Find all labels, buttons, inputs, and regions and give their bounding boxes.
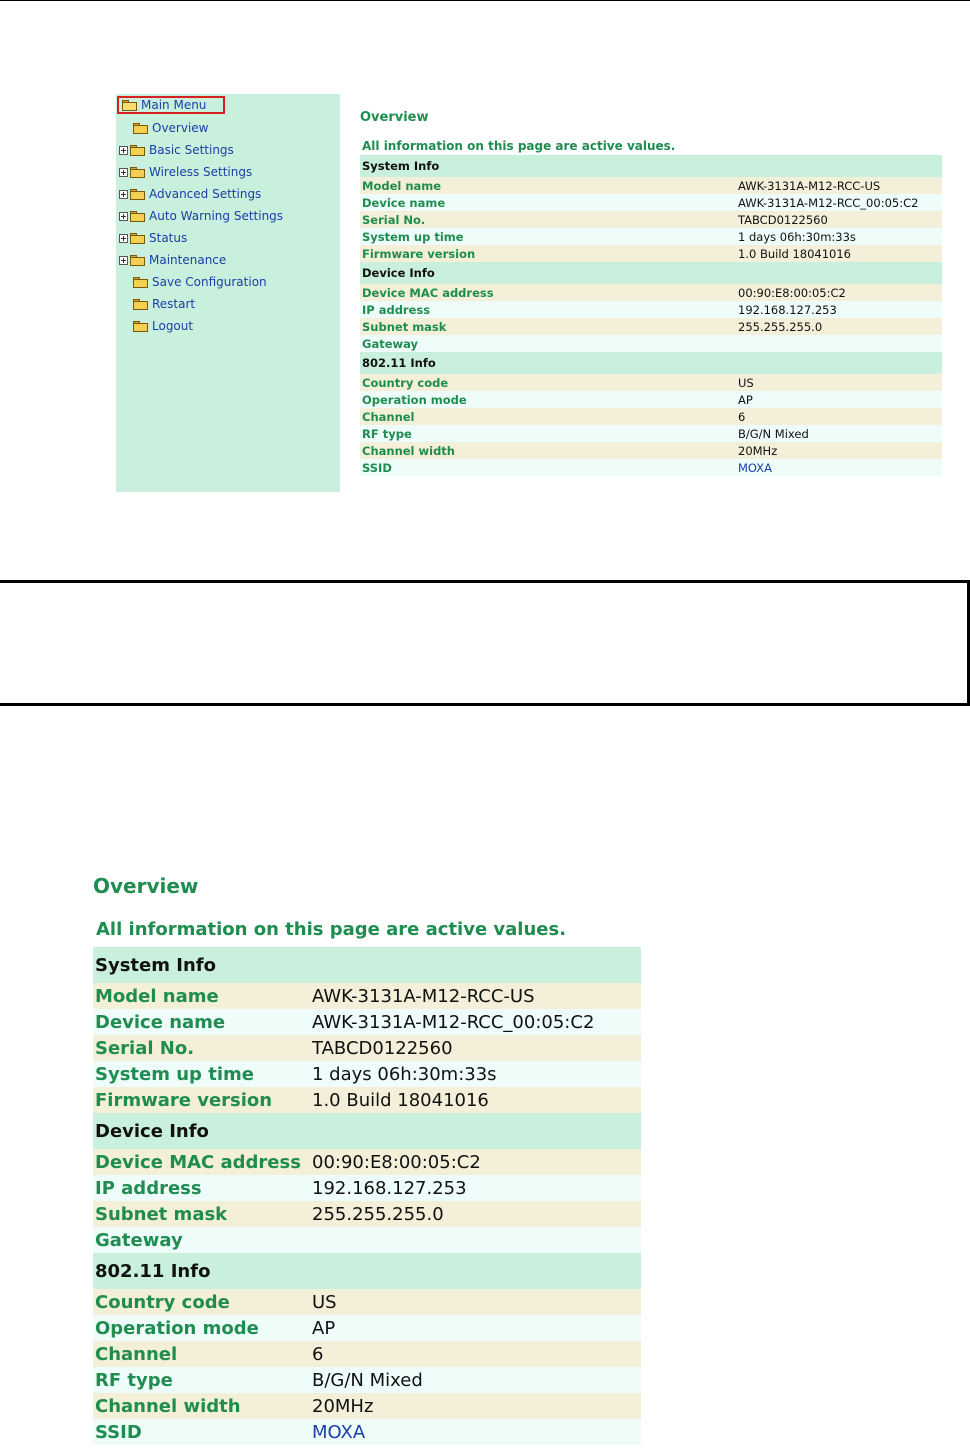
table-row: Serial No. TABCD0122560 xyxy=(360,211,942,228)
top-rule xyxy=(0,0,970,1)
table-row: System up time 1 days 06h:30m:33s xyxy=(360,228,942,245)
sidebar-item-save-configuration[interactable]: Save Configuration xyxy=(122,273,267,291)
section-heading-wlan-info: 802.11 Info xyxy=(360,352,942,374)
overview-table-large xyxy=(93,947,641,1445)
table-row: Channel 6 xyxy=(93,1341,641,1367)
table-row: SSID MOXA xyxy=(360,459,942,476)
table-row: Operation mode AP xyxy=(93,1315,641,1341)
table-row: SSID MOXA xyxy=(93,1419,641,1445)
sidebar-item-maintenance[interactable]: Maintenance xyxy=(119,251,226,269)
table-row: Device MAC address 00:90:E8:00:05:C2 xyxy=(360,284,942,301)
table-row: Serial No. TABCD0122560 xyxy=(93,1035,641,1061)
folder-icon xyxy=(133,123,148,134)
sidebar-item-wireless-settings[interactable]: Wireless Settings xyxy=(119,163,252,181)
table-row: System up time 1 days 06h:30m:33s xyxy=(93,1061,641,1087)
folder-icon xyxy=(130,255,145,266)
table-row: IP address 192.168.127.253 xyxy=(93,1175,641,1201)
active-values-note-large: All information on this page are active values. xyxy=(96,919,567,940)
expand-plus-icon[interactable] xyxy=(119,212,128,221)
page-title: Overview xyxy=(360,110,429,125)
folder-icon xyxy=(133,277,148,288)
main-menu-label: Main Menu xyxy=(141,98,207,112)
table-row: Device name AWK-3131A-M12-RCC_00:05:C2 xyxy=(93,1009,641,1035)
table-row: Firmware version 1.0 Build 18041016 xyxy=(360,245,942,262)
section-heading-device-info: Device Info xyxy=(360,262,942,284)
folder-icon xyxy=(130,167,145,178)
table-row: Channel width 20MHz xyxy=(360,442,942,459)
table-row: Subnet mask 255.255.255.0 xyxy=(93,1201,641,1227)
sidebar-item-advanced-settings[interactable]: Advanced Settings xyxy=(119,185,261,203)
sidebar-item-basic-settings[interactable]: Basic Settings xyxy=(119,141,234,159)
section-heading-system-info: System Info xyxy=(93,947,641,983)
table-row: RF type B/G/N Mixed xyxy=(93,1367,641,1393)
table-row: Country code US xyxy=(360,374,942,391)
sidebar-menu xyxy=(116,94,340,492)
ssid-link[interactable]: MOXA xyxy=(736,459,942,476)
active-values-note: All information on this page are active values. xyxy=(362,139,676,153)
section-heading-device-info: Device Info xyxy=(93,1113,641,1149)
table-row: Device name AWK-3131A-M12-RCC_00:05:C2 xyxy=(360,194,942,211)
page-title-large: Overview xyxy=(93,874,199,898)
sidebar-item-status[interactable]: Status xyxy=(119,229,187,247)
overview-table xyxy=(360,155,942,476)
sidebar-item-logout[interactable]: Logout xyxy=(122,317,193,335)
folder-icon xyxy=(130,145,145,156)
table-row: Model name AWK-3131A-M12-RCC-US xyxy=(360,177,942,194)
folder-icon xyxy=(130,211,145,222)
folder-icon xyxy=(133,299,148,310)
folder-icon xyxy=(133,321,148,332)
section-heading-wlan-info: 802.11 Info xyxy=(93,1253,641,1289)
section-heading-system-info: System Info xyxy=(360,155,942,177)
folder-icon xyxy=(130,189,145,200)
table-row: Country code US xyxy=(93,1289,641,1315)
table-row: Operation mode AP xyxy=(360,391,942,408)
note-box xyxy=(0,580,970,706)
table-row: Channel 6 xyxy=(360,408,942,425)
table-row: Model name AWK-3131A-M12-RCC-US xyxy=(93,983,641,1009)
table-row: Firmware version 1.0 Build 18041016 xyxy=(93,1087,641,1113)
table-row: Device MAC address 00:90:E8:00:05:C2 xyxy=(93,1149,641,1175)
ssid-link[interactable]: MOXA xyxy=(310,1419,641,1445)
main-menu-root[interactable] xyxy=(117,96,225,114)
table-row: Channel width 20MHz xyxy=(93,1393,641,1419)
sidebar-item-auto-warning-settings[interactable]: Auto Warning Settings xyxy=(119,207,283,225)
table-row: IP address 192.168.127.253 xyxy=(360,301,942,318)
expand-plus-icon[interactable] xyxy=(119,234,128,243)
table-row: RF type B/G/N Mixed xyxy=(360,425,942,442)
table-row: Gateway xyxy=(93,1227,641,1253)
expand-plus-icon[interactable] xyxy=(119,168,128,177)
open-folder-icon xyxy=(122,100,137,111)
sidebar-item-overview[interactable]: Overview xyxy=(122,119,209,137)
expand-plus-icon[interactable] xyxy=(119,256,128,265)
table-row: Gateway xyxy=(360,335,942,352)
table-row: Subnet mask 255.255.255.0 xyxy=(360,318,942,335)
expand-plus-icon[interactable] xyxy=(119,190,128,199)
folder-icon xyxy=(130,233,145,244)
expand-plus-icon[interactable] xyxy=(119,146,128,155)
sidebar-item-restart[interactable]: Restart xyxy=(122,295,195,313)
